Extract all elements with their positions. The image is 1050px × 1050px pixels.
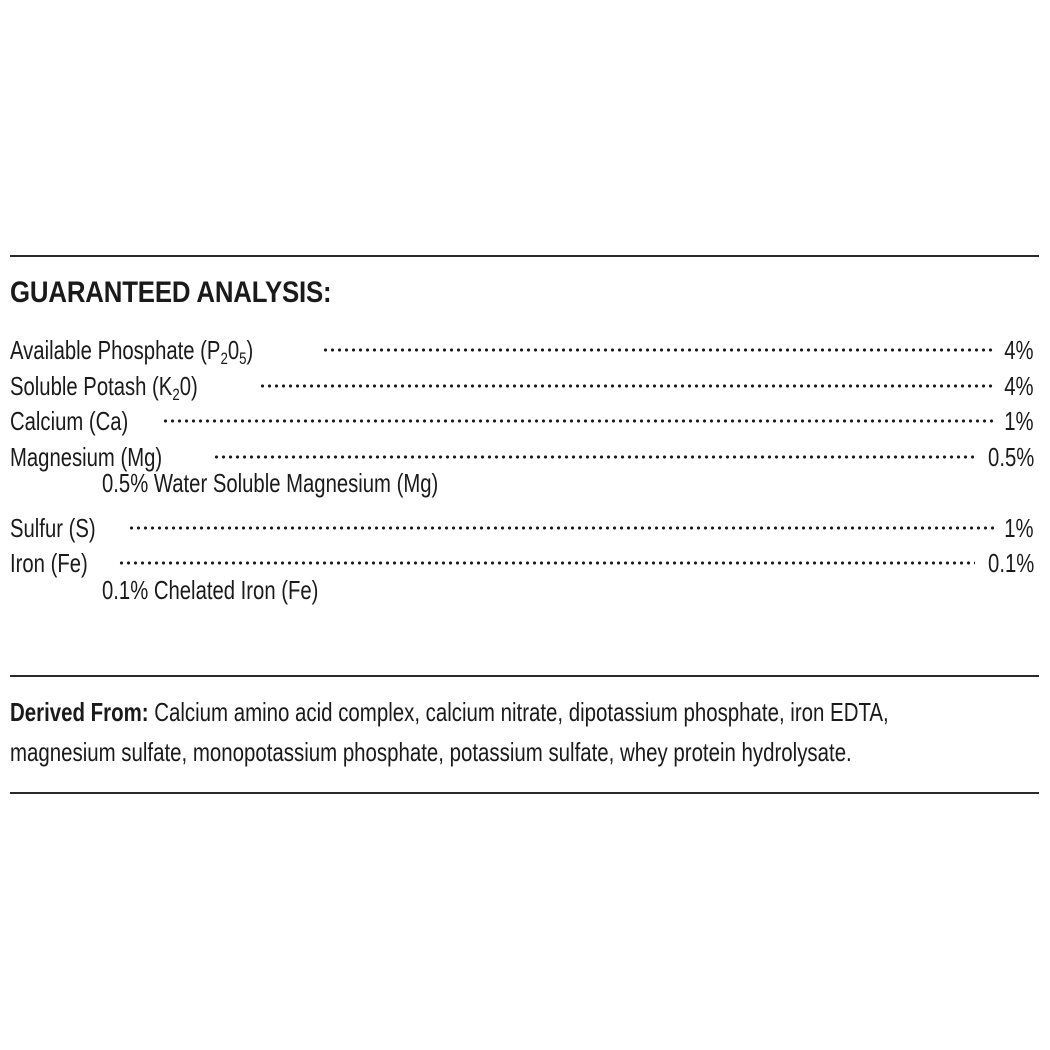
bottom-divider — [10, 792, 1039, 794]
derived-from-paragraph — [10, 692, 1032, 772]
nutrient-name: Calcium (Ca) — [10, 406, 129, 436]
analysis-row-sulfur — [10, 502, 1034, 543]
analysis-subrow-water-soluble-magnesium — [10, 466, 1034, 502]
analysis-row-phosphate — [10, 324, 1034, 368]
dot-leader — [259, 360, 997, 395]
nutrient-name: Available Phosphate $(P_20_5)$ — [10, 335, 254, 368]
analysis-row-magnesium — [10, 431, 1034, 472]
guaranteed-analysis-heading: GUARANTEED ANALYSIS: — [10, 276, 332, 309]
nutrient-subitem: 0.5% Water Soluble Magnesium (Mg) — [102, 468, 439, 498]
nutrient-subitem: 0.1% Chelated Iron (Fe) — [102, 574, 319, 605]
analysis-subrow-chelated-iron — [10, 573, 1034, 609]
analysis-row-calcium — [10, 395, 1034, 436]
nutrient-name: Iron (Fe) — [10, 548, 88, 578]
dot-leader — [213, 431, 975, 466]
nutrient-value: 1% — [1004, 512, 1034, 543]
dot-leader — [162, 395, 997, 430]
nutrient-value: 0.5% — [987, 441, 1034, 472]
nutrient-name: Soluble Potash $(K_20)$ — [10, 370, 198, 404]
nutrient-name: Magnesium (Mg) — [10, 441, 163, 472]
top-divider — [10, 255, 1039, 257]
analysis-table — [10, 324, 1034, 608]
nutrient-value: 1% — [1004, 406, 1034, 436]
analysis-row-iron — [10, 537, 1034, 578]
derived-from-text-line2: magnesium sulfate, monopotassium phosphate, potassium sulfate, whey protein hydrolysate. — [10, 737, 852, 767]
middle-divider — [10, 675, 1039, 677]
dot-leader — [118, 537, 975, 572]
nutrient-value: 4% — [1004, 370, 1034, 401]
nutrient-value: 0.1% — [987, 548, 1034, 578]
dot-leader — [322, 324, 997, 359]
nutrient-name: Sulfur (S) — [10, 512, 96, 543]
derived-from-label: Derived From: — [10, 697, 149, 727]
nutrient-value: 4% — [1004, 335, 1034, 365]
dot-leader — [128, 502, 997, 537]
derived-from-text-line1: Calcium amino acid complex, calcium nitrate, dipotassium phosphate, iron EDTA, — [148, 697, 889, 727]
